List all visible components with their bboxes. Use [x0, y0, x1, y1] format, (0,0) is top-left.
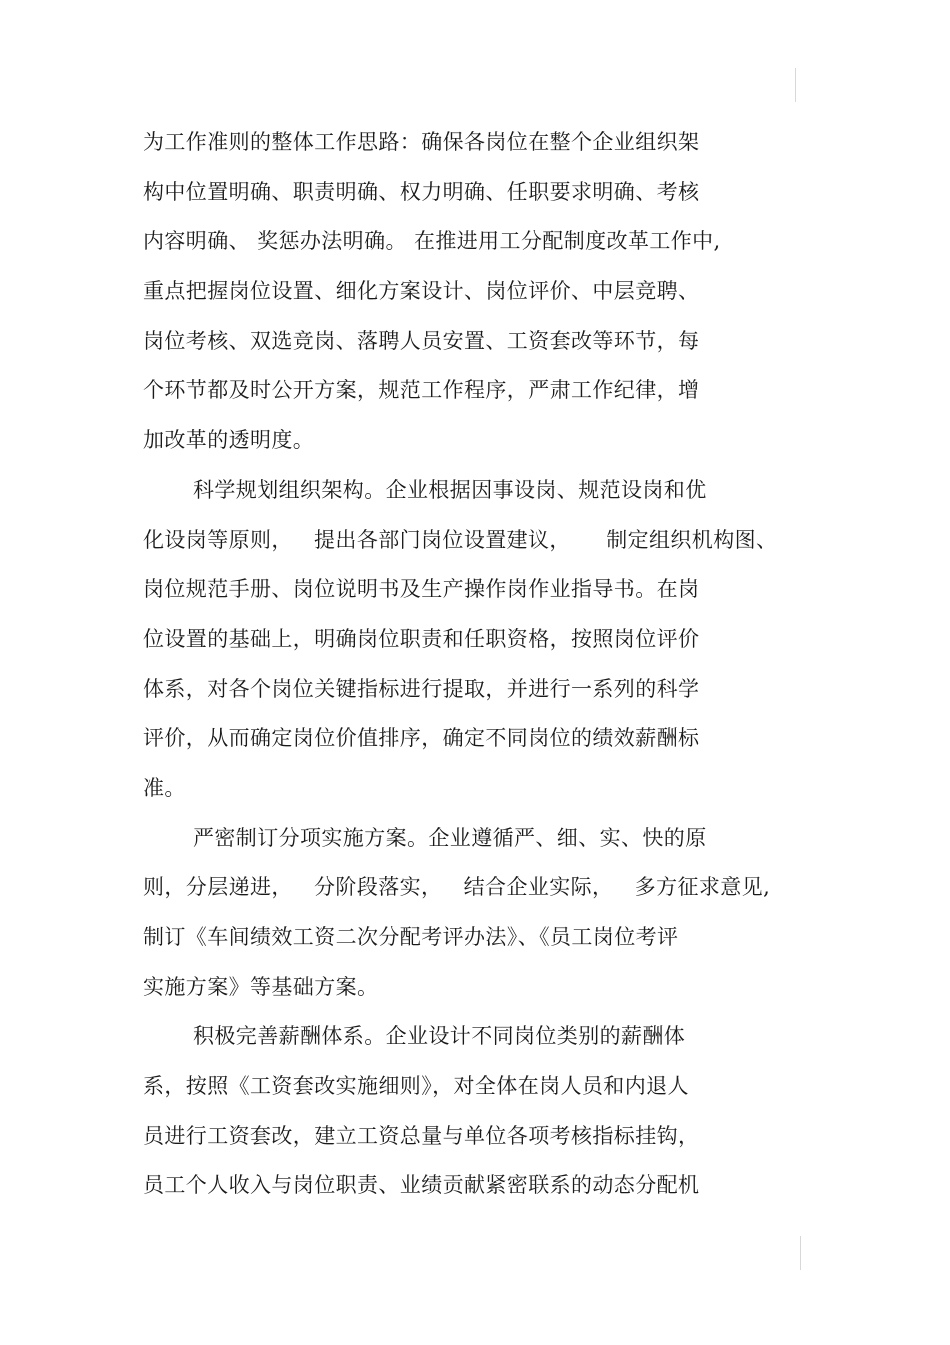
text-line: 员工个人收入与岗位职责、业绩贡献紧密联系的动态分配机	[143, 1173, 700, 1198]
margin-mark-top	[795, 68, 796, 102]
paragraph-4	[143, 1012, 803, 1211]
margin-mark-bottom	[800, 1236, 801, 1270]
text-line: 评价，从而确定岗位价值排序，确定不同岗位的绩效薪酬标	[143, 726, 700, 751]
text-line: 重点把握岗位设置、细化方案设计、岗位评价、中层竞聘、	[143, 279, 700, 304]
text-line: 严密制订分项实施方案。企业遵循严、细、实、快的原	[193, 825, 707, 850]
paragraph-1	[143, 118, 803, 466]
text-line: 制订《车间绩效工资二次分配考评办法》、《员工岗位考评	[143, 925, 679, 949]
paragraph-2	[143, 466, 803, 814]
text-line: 系，按照《工资套改实施细则》，对全体在岗人员和内退人	[143, 1074, 689, 1099]
text-line: 员进行工资套改，建立工资总量与单位各项考核指标挂钩，	[143, 1123, 700, 1148]
text-line: 积极完善薪酬体系。企业设计不同岗位类别的薪酬体	[193, 1024, 686, 1049]
paragraph-3	[143, 814, 803, 1013]
text-line: 实施方案》等基础方案。	[143, 974, 379, 999]
text-line: 体系，对各个岗位关键指标进行提取，并进行一系列的科学	[143, 676, 700, 701]
text-line: 科学规划组织架构。企业根据因事设岗、规范设岗和优	[193, 477, 707, 502]
text-line: 准。	[143, 775, 186, 800]
text-line: 岗位考核、双选竞岗、落聘人员安置、工资套改等环节，每	[143, 328, 700, 353]
text-line: 构中位置明确、职责明确、权力明确、任职要求明确、考核	[143, 179, 700, 204]
text-line: 岗位规范手册、岗位说明书及生产操作岗作业指导书。在岗	[143, 577, 700, 602]
text-line: 化设岗等原则， 提出各部门岗位设置建议， 制定组织机构图、	[143, 527, 778, 552]
text-line: 加改革的透明度。	[143, 428, 315, 453]
text-line: 内容明确、 奖惩办法明确。 在推进用工分配制度改革工作中,	[143, 229, 721, 254]
text-line: 为工作准则的整体工作思路：确保各岗位在整个企业组织架	[143, 130, 700, 154]
text-line: 个环节都及时公开方案，规范工作程序，严肃工作纪律，增	[143, 378, 700, 403]
document-body	[143, 118, 803, 1211]
text-line: 位设置的基础上，明确岗位职责和任职资格，按照岗位评价	[143, 626, 700, 651]
text-line: 则，分层递进， 分阶段落实， 结合企业实际， 多方征求意见,	[143, 875, 771, 900]
